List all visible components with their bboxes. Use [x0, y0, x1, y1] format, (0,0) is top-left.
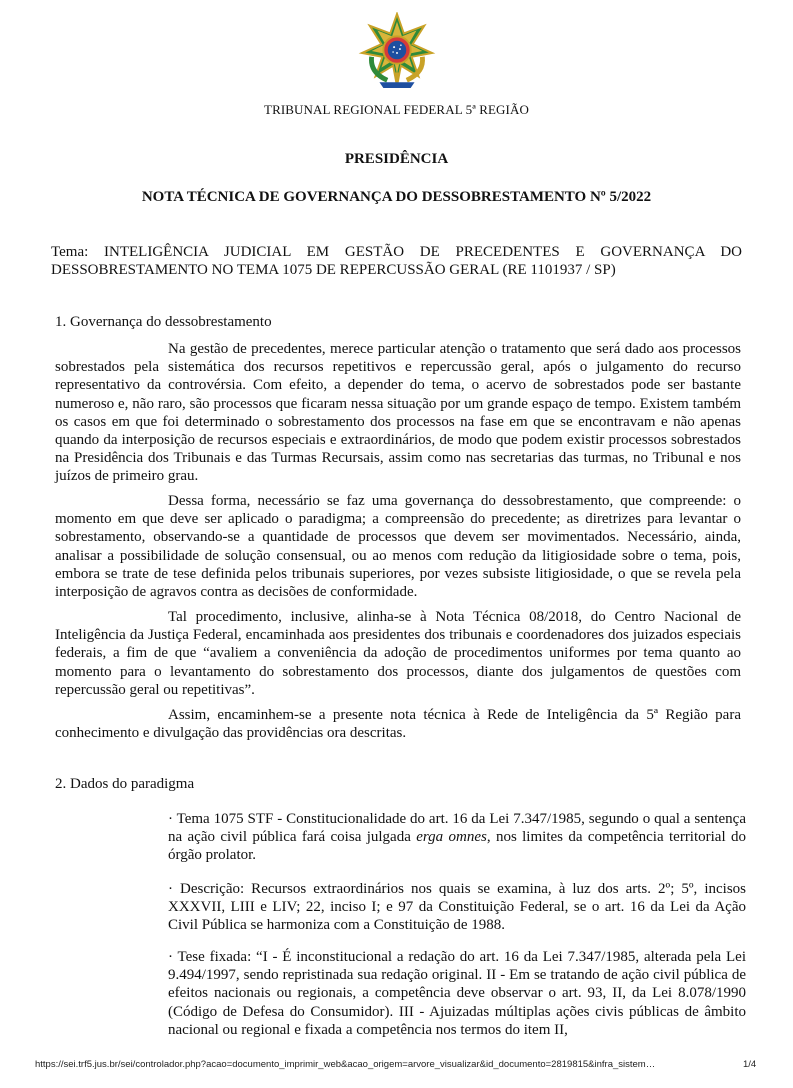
section-2-heading: 2. Dados do paradigma — [55, 776, 195, 792]
office-title: PRESIDÊNCIA — [344, 151, 449, 167]
brazil-coat-of-arms-icon — [358, 12, 436, 90]
erga-omnes-term: erga omnes — [416, 829, 487, 846]
document-title: NOTA TÉCNICA DE GOVERNANÇA DO DESSOBRESTAMENTO Nº 5/2022 — [141, 189, 652, 205]
paradigm-item-tese: · Tese fixada: “I - É inconstitucional a redação do art. 16 da Lei 7.347/1985, alterada pela Lei 9.494/1997, sendo repristinada sua redação original. II - Em se tratando de ação civil pública de efeitos nacionais ou regionais, a competência deve observar o art. 93, II, da Lei 8.078/1990 (Código de Defesa do Consumidor). III - Ajuizadas múltiplas ações civis públicas de âmbito nacional ou regional e fixada a competência nos termos do item II, — [168, 949, 746, 1038]
section-1-paragraph-4: Assim, encaminhem-se a presente nota técnica à Rede de Inteligência da 5ª Região para conhecimento e divulgação das providências ora descritas. — [55, 707, 741, 742]
page-number: 1/4 — [743, 1059, 757, 1070]
paradigm-item-tema — [168, 810, 746, 865]
section-1-paragraph-3: Tal procedimento, inclusive, alinha-se à Nota Técnica 08/2018, do Centro Nacional de Inteligência da Justiça Federal, encaminhada aos presidentes dos tribunais e coordenadores dos juizados especiais federais, a fim de que “avaliem a conveniência da adoção de procedimentos uniformes por tema quanto ao momento para o levantamento do sobrestamento dos processos, diante dos julgamentos de questões com repercussão geral ou repetitivas”. — [55, 609, 741, 698]
section-1-paragraph-2: Dessa forma, necessário se faz uma governança do dessobrestamento, que compreende: o momento em que deve ser aplicado o paradigma; a compreensão do precedente; as diretrizes para levantar o sobrestamento, observando-se a quantidade de processos que devem ser movimentados. Necessário, ainda, analisar a possibilidade de solução consensual, ou ao menos com redução da litigiosidade sobre o tema, pois, embora se trate de tese definida pelos tribunais superiores, por vezes subsiste litigiosidade, o que se revela pela interposição de agravos contra as decisões de conformidade. — [55, 493, 741, 601]
section-1-paragraph-1: Na gestão de precedentes, merece particular atenção o tratamento que será dado aos processos sobrestados pela sistemática dos recursos repetitivos e repercussão geral, após o julgamento do recurso representativo da controvérsia. Com efeito, a depender do tema, o acervo de sobrestados pode ser bastante numeroso e, não raro, são processos que ficaram nessa situação por um grande espaço de tempo. Existem também os casos em que foi determinado o sobrestamento dos processos na fase em que se encontravam e não apenas quando da interposição de recursos especiais e extraordinários, de modo que podem existir processos sobrestados na Presidência dos Tribunais e das Turmas Recursais, assim como nas secretarias das turmas, no Tribunal e nos juízos de primeiro grau. — [55, 341, 741, 485]
tema-statement: Tema: INTELIGÊNCIA JUDICIAL EM GESTÃO DE PRECEDENTES E GOVERNANÇA DO DESSOBRESTAMENTO NO TEMA 1075 DE REPERCUSSÃO GERAL (RE 1101937 / SP) — [51, 244, 742, 278]
paradigm-item-tema-text: · Tema 1075 STF - Constitucionalidade do art. 16 da Lei 7.347/1985, segundo o qual a sentença na ação civil pública fará coisa julgada — [168, 811, 746, 846]
court-name: TRIBUNAL REGIONAL FEDERAL 5ª REGIÃO — [264, 102, 529, 117]
paradigm-item-descricao: · Descrição: Recursos extraordinários nos quais se examina, à luz dos arts. 2º; 5º, incisos XXXVII, LIII e LIV; 22, inciso I; e 97 da Constituição Federal, se o art. 16 da Lei da Ação Civil Pública se harmoniza com a Constituição de 1988. — [168, 881, 746, 934]
section-1-heading: 1. Governança do dessobrestamento — [55, 314, 272, 330]
paradigm-item-tema-text-end: , nos limites da competência territorial do órgão prolator. — [168, 829, 746, 864]
print-url: https://sei.trf5.jus.br/sei/controlador.php?acao=documento_imprimir_web&acao_origem=arvore_visualizar&id_documento=2819815&infra_sistem… — [35, 1059, 656, 1070]
